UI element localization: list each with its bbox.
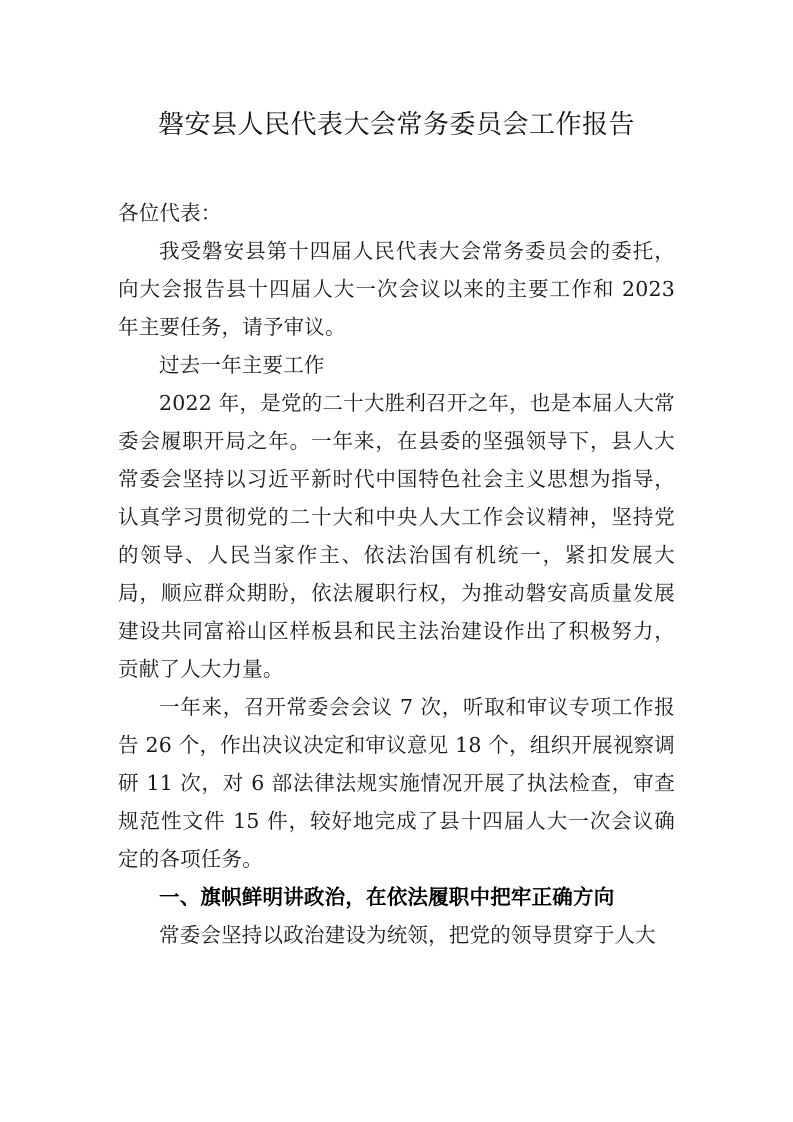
paragraph-year-statistics: 一年来，召开常委会会议 7 次，听取和审议专项工作报告 26 个，作出决议决定和审议意见 18 个，组织开展视察调研 11 次，对 6 部法律法规实施情况开展了执法检查，审查规范性文件 15 件，较好地完成了县十四届人大一次会议确定的各项任务。 xyxy=(118,695,675,871)
salutation: 各位代表： xyxy=(118,201,222,225)
paragraph-section-one-body: 常委会坚持以政治建设为统领，把党的领导贯穿于人大 xyxy=(159,923,656,947)
title-spacer xyxy=(118,154,675,194)
document-content xyxy=(118,0,675,954)
page-title: 磐安县人民代表大会常务委员会工作报告 xyxy=(157,110,635,140)
paragraph-year-overview: 2022 年，是党的二十大胜利召开之年，也是本届人大常委会履职开局之年。一年来，在县委的坚强领导下，县人大常委会坚持以习近平新时代中国特色社会主义思想为指导，认真学习贯彻党的二十大和中央人大工作会议精神，坚持党的领导、人民当家作主、依法治国有机统一，紧扣发展大局，顺应群众期盼，依法履职行权，为推动磐安高质量发展建设共同富裕山区样板县和民主法治建设作出了积极努力，贡献了人大力量。 xyxy=(118,391,675,681)
paragraph-commission-mandate: 我受磐安县第十四届人民代表大会常务委员会的委托，向大会报告县十四届人大一次会议以来的主要工作和 2023 年主要任务，请予审议。 xyxy=(118,239,675,339)
section-heading-one: 一、旗帜鲜明讲政治，在依法履职中把牢正确方向 xyxy=(159,885,615,909)
paragraph-past-year-heading: 过去一年主要工作 xyxy=(159,353,325,377)
